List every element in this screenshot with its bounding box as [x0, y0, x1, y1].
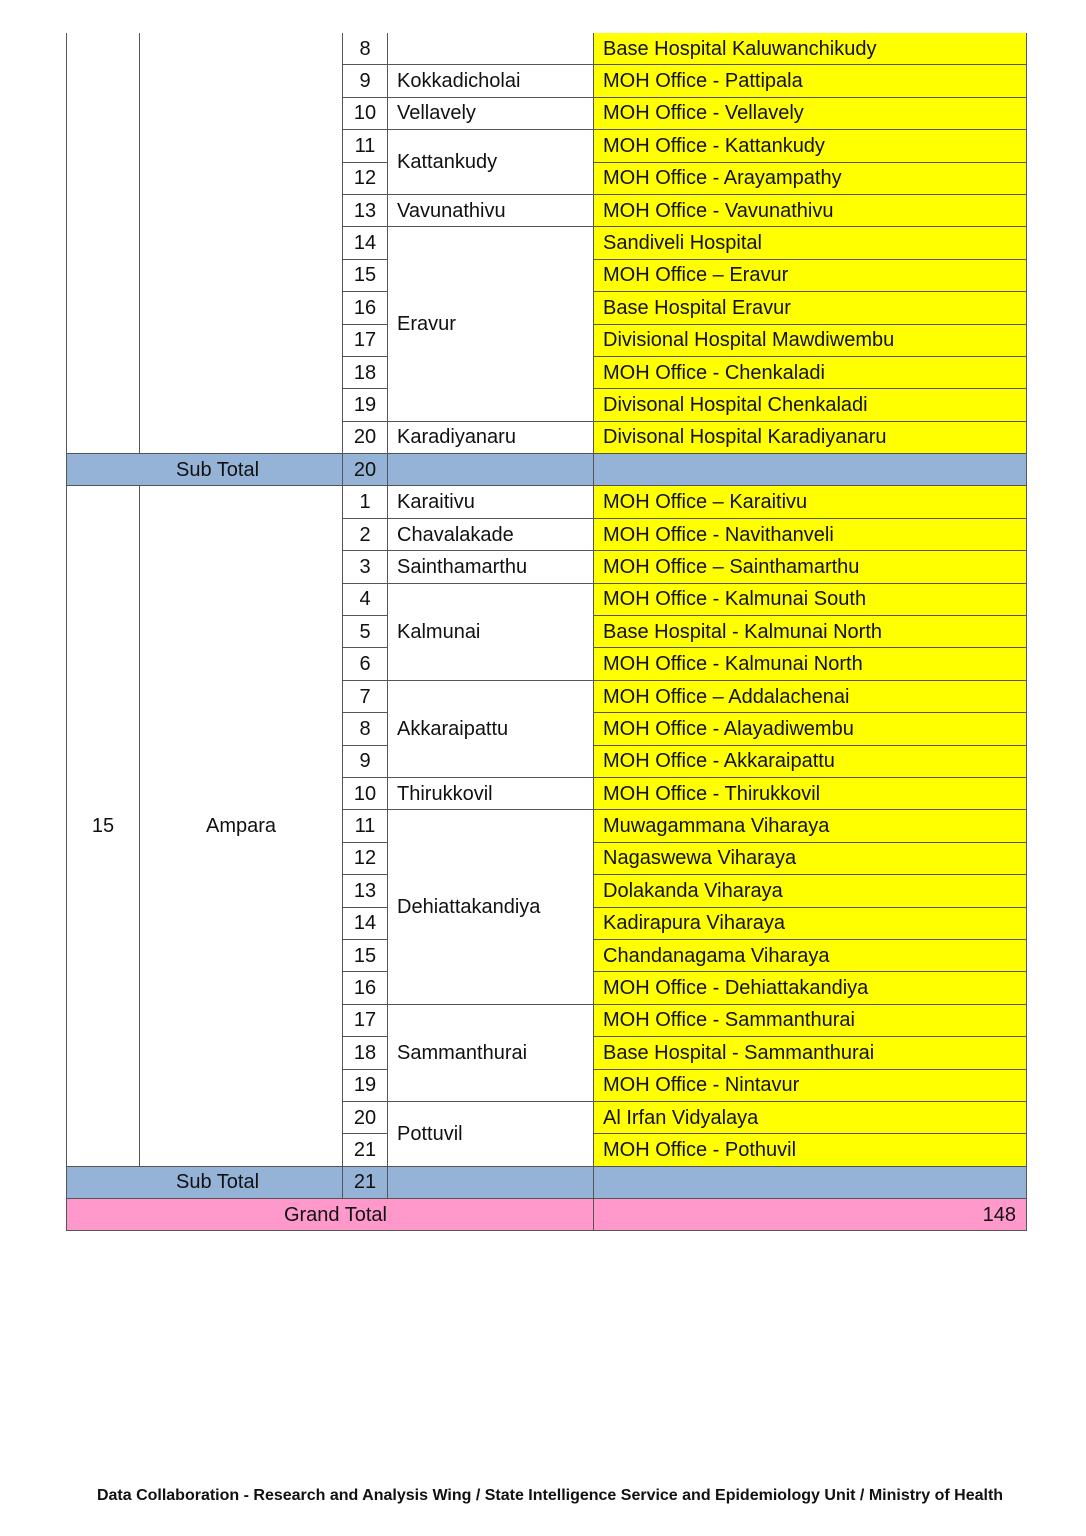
location-cell: MOH Office – Addalachenai	[594, 680, 1027, 712]
division-cell: Pottuvil	[388, 1101, 594, 1166]
location-cell: MOH Office - Kattankudy	[594, 130, 1027, 162]
row-number: 16	[343, 292, 388, 324]
row-number: 13	[343, 194, 388, 226]
location-cell: Divisional Hospital Mawdiwembu	[594, 324, 1027, 356]
district-cell	[140, 33, 343, 454]
division-cell: Akkaraipattu	[388, 680, 594, 777]
location-cell: Kadirapura Viharaya	[594, 907, 1027, 939]
row-number: 10	[343, 777, 388, 809]
hospital-location-table	[66, 33, 1027, 1231]
location-cell: MOH Office - Dehiattakandiya	[594, 972, 1027, 1004]
province-no-cell	[67, 33, 140, 454]
subtotal-empty-cell	[388, 454, 594, 486]
location-cell: MOH Office - Kalmunai North	[594, 648, 1027, 680]
location-cell: MOH Office - Kalmunai South	[594, 583, 1027, 615]
grand-total-label: Grand Total	[67, 1199, 594, 1231]
subtotal-value: 21	[343, 1166, 388, 1198]
location-cell: MOH Office – Eravur	[594, 259, 1027, 291]
subtotal-row	[67, 454, 1027, 486]
division-cell: Karadiyanaru	[388, 421, 594, 453]
division-cell: Vellavely	[388, 97, 594, 129]
page-footer: Data Collaboration - Research and Analysis Wing / State Intelligence Service and Epidemiology Unit / Ministry of Health	[96, 1487, 1004, 1504]
subtotal-value: 20	[343, 454, 388, 486]
location-cell: MOH Office - Alayadiwembu	[594, 713, 1027, 745]
division-cell: Karaitivu	[388, 486, 594, 518]
location-cell: Base Hospital Eravur	[594, 292, 1027, 324]
row-number: 3	[343, 551, 388, 583]
location-cell: MOH Office - Pattipala	[594, 65, 1027, 97]
location-cell: Base Hospital - Kalmunai North	[594, 616, 1027, 648]
location-cell: MOH Office – Sainthamarthu	[594, 551, 1027, 583]
location-cell: MOH Office - Arayampathy	[594, 162, 1027, 194]
row-number: 20	[343, 421, 388, 453]
location-cell: MOH Office - Chenkaladi	[594, 356, 1027, 388]
row-number: 12	[343, 842, 388, 874]
location-cell: Base Hospital Kaluwanchikudy	[594, 33, 1027, 65]
row-number: 16	[343, 972, 388, 1004]
row-number: 5	[343, 616, 388, 648]
row-number: 6	[343, 648, 388, 680]
location-cell: Nagaswewa Viharaya	[594, 842, 1027, 874]
division-cell: Vavunathivu	[388, 194, 594, 226]
location-cell: Muwagammana Viharaya	[594, 810, 1027, 842]
division-cell: Sainthamarthu	[388, 551, 594, 583]
division-cell	[388, 33, 594, 65]
row-number: 9	[343, 65, 388, 97]
row-number: 18	[343, 356, 388, 388]
location-cell: Chandanagama Viharaya	[594, 939, 1027, 971]
row-number: 13	[343, 875, 388, 907]
row-number: 18	[343, 1037, 388, 1069]
table-row	[67, 33, 1027, 65]
location-cell: MOH Office - Navithanveli	[594, 518, 1027, 550]
location-cell: Base Hospital - Sammanthurai	[594, 1037, 1027, 1069]
row-number: 1	[343, 486, 388, 518]
location-cell: Divisonal Hospital Chenkaladi	[594, 389, 1027, 421]
row-number: 19	[343, 389, 388, 421]
row-number: 19	[343, 1069, 388, 1101]
subtotal-empty-cell	[594, 454, 1027, 486]
location-cell: Al Irfan Vidyalaya	[594, 1101, 1027, 1133]
subtotal-label: Sub Total	[67, 454, 343, 486]
division-cell: Kalmunai	[388, 583, 594, 680]
division-cell: Kokkadicholai	[388, 65, 594, 97]
row-number: 11	[343, 130, 388, 162]
location-cell: MOH Office - Vavunathivu	[594, 194, 1027, 226]
row-number: 7	[343, 680, 388, 712]
location-cell: Dolakanda Viharaya	[594, 875, 1027, 907]
district-cell: Ampara	[140, 486, 343, 1166]
row-number: 9	[343, 745, 388, 777]
division-cell: Eravur	[388, 227, 594, 421]
division-cell: Sammanthurai	[388, 1004, 594, 1101]
location-cell: Sandiveli Hospital	[594, 227, 1027, 259]
subtotal-empty-cell	[388, 1166, 594, 1198]
location-cell: MOH Office - Thirukkovil	[594, 777, 1027, 809]
row-number: 2	[343, 518, 388, 550]
location-cell: MOH Office - Nintavur	[594, 1069, 1027, 1101]
division-cell: Kattankudy	[388, 130, 594, 195]
grand-total-row	[67, 1199, 1027, 1231]
row-number: 21	[343, 1134, 388, 1166]
location-cell: MOH Office – Karaitivu	[594, 486, 1027, 518]
row-number: 12	[343, 162, 388, 194]
location-cell: Divisonal Hospital Karadiyanaru	[594, 421, 1027, 453]
division-cell: Dehiattakandiya	[388, 810, 594, 1004]
row-number: 4	[343, 583, 388, 615]
row-number: 15	[343, 939, 388, 971]
location-cell: MOH Office - Akkaraipattu	[594, 745, 1027, 777]
row-number: 10	[343, 97, 388, 129]
province-no-cell: 15	[67, 486, 140, 1166]
row-number: 17	[343, 324, 388, 356]
table-row	[67, 486, 1027, 518]
location-cell: MOH Office - Sammanthurai	[594, 1004, 1027, 1036]
row-number: 17	[343, 1004, 388, 1036]
subtotal-row	[67, 1166, 1027, 1198]
row-number: 14	[343, 907, 388, 939]
division-cell: Thirukkovil	[388, 777, 594, 809]
row-number: 20	[343, 1101, 388, 1133]
subtotal-empty-cell	[594, 1166, 1027, 1198]
division-cell: Chavalakade	[388, 518, 594, 550]
grand-total-value: 148	[594, 1199, 1027, 1231]
location-cell: MOH Office - Pothuvil	[594, 1134, 1027, 1166]
row-number: 11	[343, 810, 388, 842]
row-number: 8	[343, 713, 388, 745]
row-number: 8	[343, 33, 388, 65]
row-number: 15	[343, 259, 388, 291]
subtotal-label: Sub Total	[67, 1166, 343, 1198]
location-cell: MOH Office - Vellavely	[594, 97, 1027, 129]
row-number: 14	[343, 227, 388, 259]
